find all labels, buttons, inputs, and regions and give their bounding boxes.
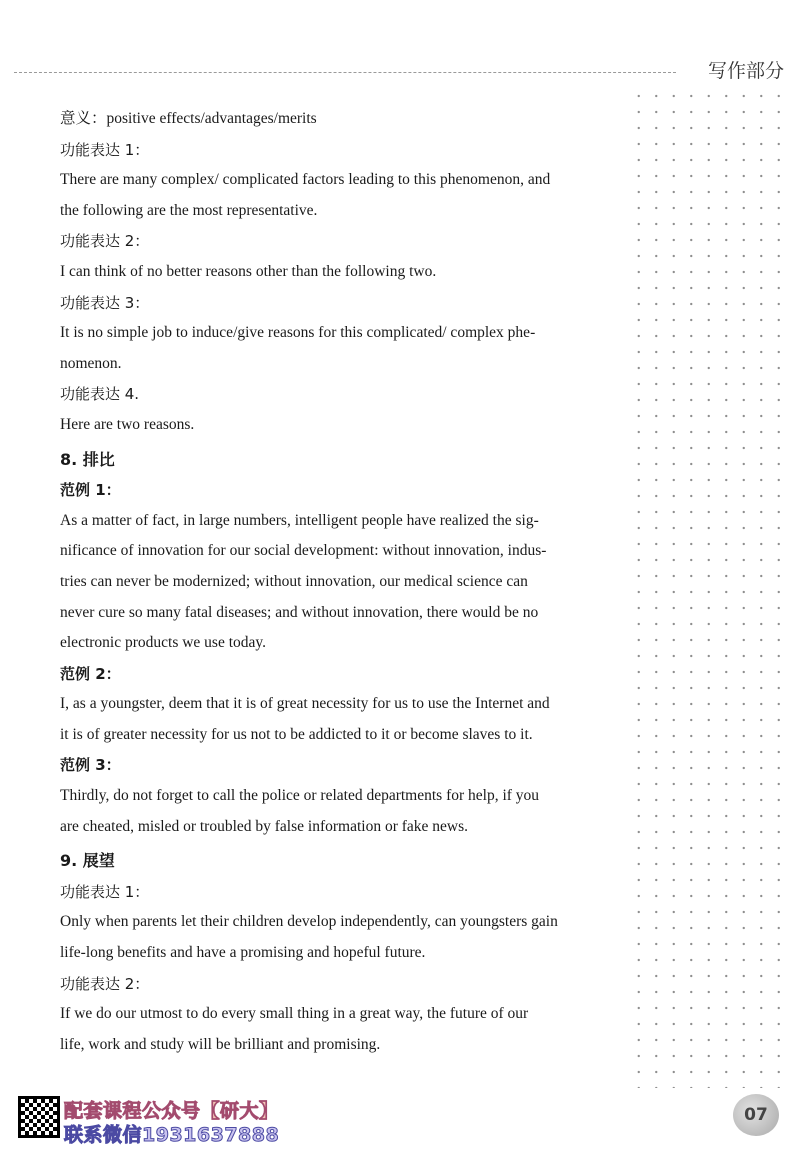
text-line: life-long benefits and have a promising and hopeful future. — [60, 944, 426, 962]
text-line: I can think of no better reasons other than the following two. — [60, 262, 437, 280]
text-line: If we do our utmost to do every small thing in a great way, the future of our — [60, 1005, 529, 1023]
text-line: nificance of innovation for our social development: without innovation, indus- — [60, 542, 547, 560]
text-line: tries can never be modernized; without innovation, our medical science can — [60, 572, 528, 590]
text-line: Only when parents let their children develop independently, can youngsters gain — [60, 913, 558, 931]
text-line: the following are the most representative. — [60, 201, 318, 219]
qr-code-icon — [18, 1096, 60, 1138]
example-label: 范例 3： — [60, 756, 121, 775]
function-label: 功能表达 2： — [60, 232, 150, 251]
dot-grid-margin — [630, 88, 788, 1088]
section-heading: 9. 展望 — [60, 851, 115, 871]
text-line: electronic products we use today. — [60, 634, 267, 652]
text-line: It is no simple job to induce/give reasons for this complicated/ complex phe- — [60, 324, 536, 342]
text-line: nomenon. — [60, 354, 122, 372]
text-line: Thirdly, do not forget to call the police or related departments for help, if you — [60, 787, 540, 805]
text-line: are cheated, misled or troubled by false information or fake news. — [60, 817, 469, 835]
function-label: 功能表达 1： — [60, 140, 150, 159]
text-line: Here are two reasons. — [60, 415, 195, 433]
text-line: I, as a youngster, deem that it is of great necessity for us to use the Internet and — [60, 695, 550, 713]
example-label: 范例 2： — [60, 664, 121, 683]
text-line: There are many complex/ complicated factors leading to this phenomenon, and — [60, 171, 551, 189]
example-label: 范例 1： — [60, 481, 121, 500]
meaning-line: 意义：positive effects/advantages/merits — [60, 110, 317, 127]
text-line: life, work and study will be brilliant and promising. — [60, 1035, 381, 1053]
function-label: 功能表达 2： — [60, 974, 150, 993]
page-number-badge: 07 — [733, 1094, 779, 1136]
text-line: As a matter of fact, in large numbers, intelligent people have realized the sig- — [60, 511, 539, 529]
text-line: never cure so many fatal diseases; and without innovation, there would be no — [60, 603, 539, 621]
section-heading: 8. 排比 — [60, 449, 115, 469]
function-label: 功能表达 3： — [60, 293, 150, 312]
function-label: 功能表达 1： — [60, 882, 150, 901]
header-rule — [14, 72, 676, 73]
function-label: 功能表达 4. — [60, 385, 140, 404]
watermark-text: 联系微信1931637888 — [64, 1124, 280, 1146]
watermark-text: 配套课程公众号【研大】 — [64, 1100, 279, 1122]
section-title: 写作部分 — [707, 60, 784, 82]
text-line: it is of greater necessity for us not to be addicted to it or become slaves to it. — [60, 725, 533, 743]
page-content — [60, 104, 618, 1060]
